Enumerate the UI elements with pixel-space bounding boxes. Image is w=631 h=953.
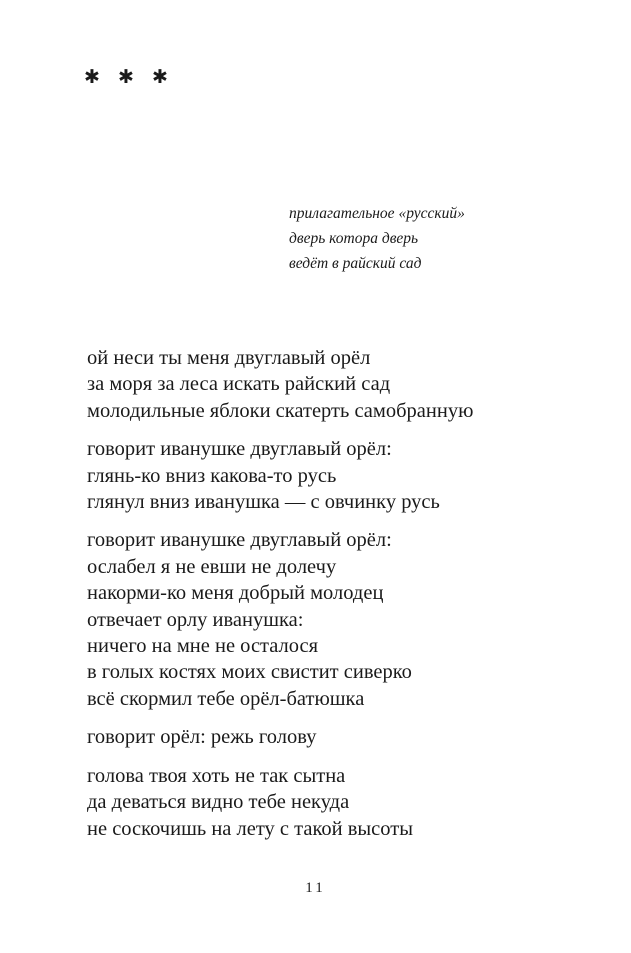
poem-line: глянул вниз иванушка — с овчинку русь [87,491,440,514]
poem-line: говорит орёл: режь голову [87,726,317,749]
stanza [87,436,473,515]
poem-line: ослабел я не евши не долечу [87,555,337,578]
poem-line: говорит иванушке двуглавый орёл: [87,438,392,461]
poem-line: глянь-ко вниз какова-то русь [87,464,337,487]
epigraph-line: прилагательное «русский» [289,205,465,222]
poem-line: ничего на мне не осталося [87,635,319,658]
stanza [87,724,473,750]
epigraph [289,201,465,276]
epigraph-line: ведёт в райский сад [289,255,422,272]
poem-line: всё скормил тебе орёл-батюшка [87,687,365,710]
poem-line: молодильные яблоки скатерть самобранную [87,399,474,422]
page-number: 11 [305,880,326,896]
poem-line: голова твоя хоть не так сытна [87,764,346,787]
stanza [87,527,473,712]
asterisk-icon: ✱ [84,67,100,88]
poem-line: ой неси ты меня двуглавый орёл [87,347,371,369]
section-ornament [84,66,168,90]
poem-line: говорит иванушке двуглавый орёл: [87,529,392,552]
stanza [87,763,473,842]
epigraph-line: дверь котора дверь [289,230,419,247]
asterisk-icon: ✱ [152,67,168,88]
poem-body [87,345,473,854]
asterisk-icon: ✱ [118,67,134,88]
poem-line: не соскочишь на лету с такой высоты [87,817,413,840]
poem-line: отвечает орлу иванушка: [87,608,304,631]
poem-line: накорми-ко меня добрый молодец [87,582,384,605]
poem-line: в голых костях моих свистит сиверко [87,661,412,684]
stanza [87,345,473,424]
poem-line: да деваться видно тебе некуда [87,791,350,814]
poem-line: за моря за леса искать райский сад [87,373,391,396]
